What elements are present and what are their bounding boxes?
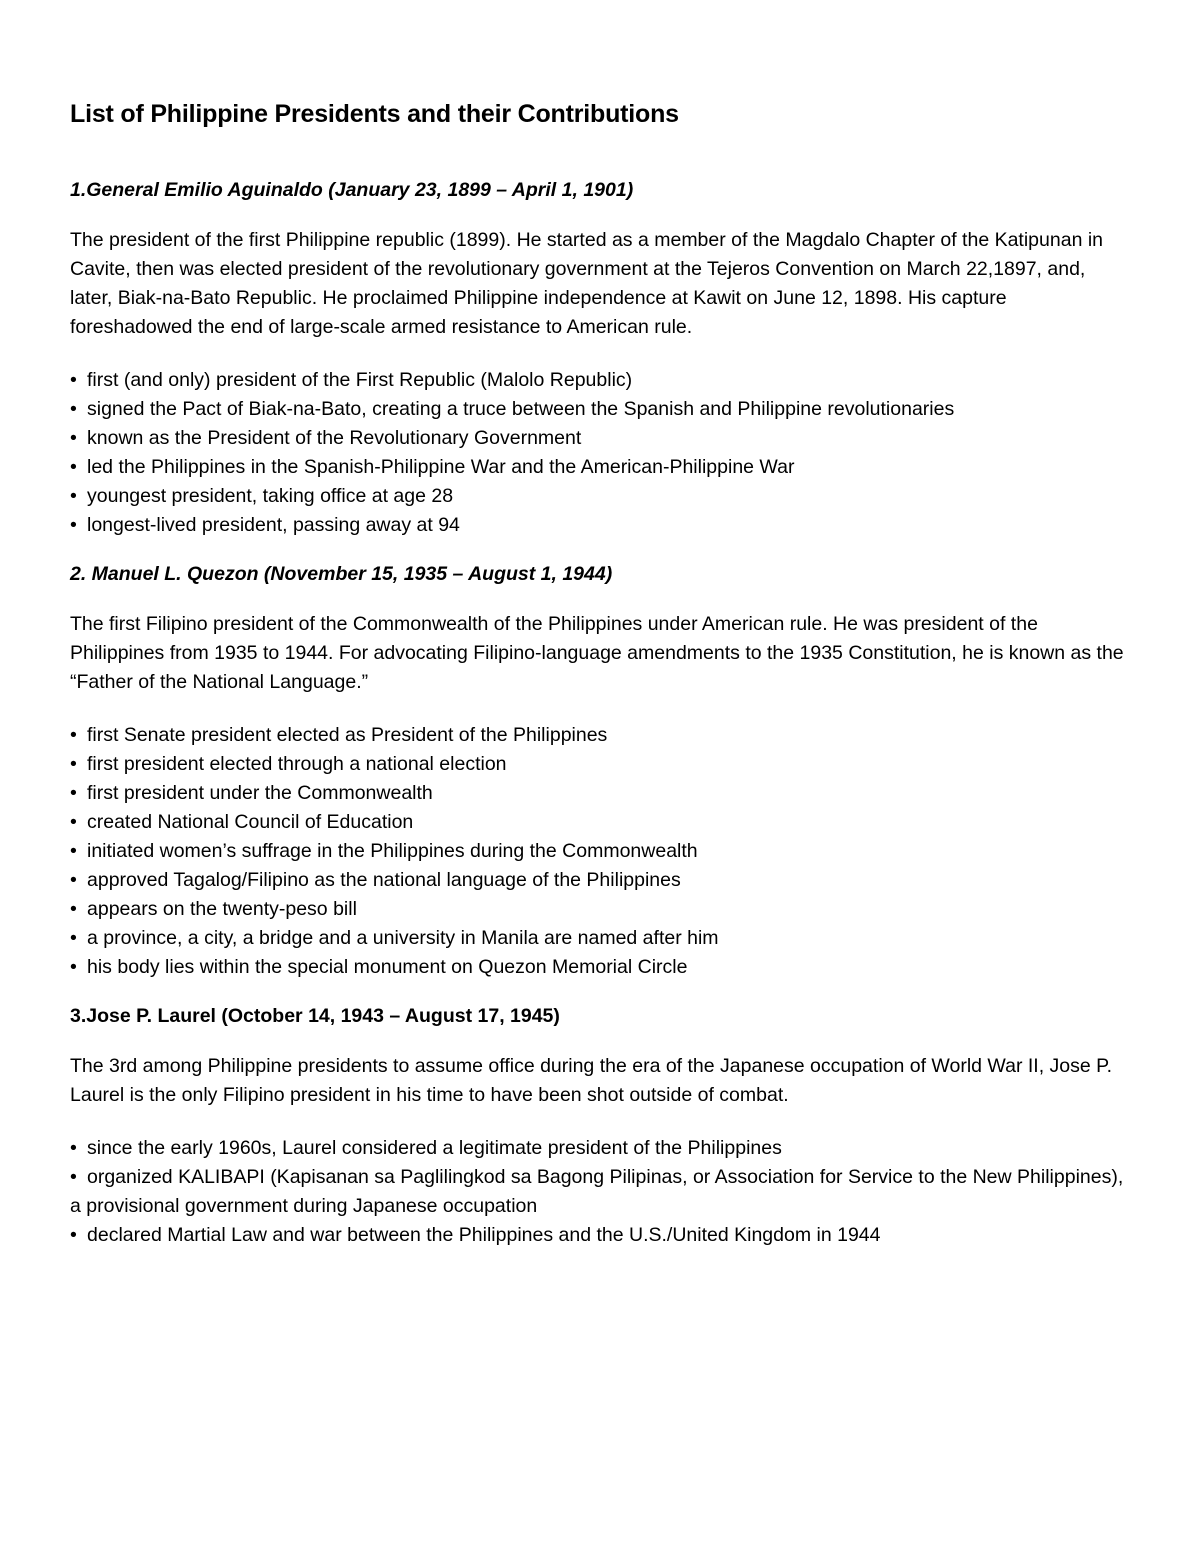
list-item [70,1163,1132,1221]
section-aguinaldo [70,176,1132,540]
section-laurel [70,1002,1132,1250]
bullet-icon: • [70,811,77,833]
list-item-text: first president elected through a national election [87,753,507,775]
list-item [70,453,1132,482]
list-item [70,895,1132,924]
bullet-icon: • [70,840,77,862]
section-paragraph: The 3rd among Philippine presidents to assume office during the era of the Japanese occupation of World War II, Jose P. Laurel is the only Filipino president in his time to have been shot outside of combat. [70,1055,1113,1106]
list-item [70,511,1132,540]
list-item-text: signed the Pact of Biak-na-Bato, creating a truce between the Spanish and Philippine revolutionaries [87,398,955,420]
bullet-icon: • [70,456,77,478]
list-item-text: known as the President of the Revolutionary Government [87,427,582,449]
bullet-icon: • [70,724,77,746]
bullet-icon: • [70,869,77,891]
section-quezon [70,560,1132,982]
document-title: List of Philippine Presidents and their Contributions [70,100,679,128]
section-heading: 1.General Emilio Aguinaldo (January 23, 1899 – April 1, 1901) [70,179,634,201]
list-item-text: a province, a city, a bridge and a university in Manila are named after him [87,927,719,949]
list-item-text: appears on the twenty-peso bill [87,898,357,920]
list-item [70,482,1132,511]
bullet-icon: • [70,782,77,804]
bullet-icon: • [70,427,77,449]
list-item [70,837,1132,866]
bullet-icon: • [70,1166,77,1188]
bullet-icon: • [70,927,77,949]
bullet-icon: • [70,369,77,391]
list-item-text: first Senate president elected as President of the Philippines [87,724,608,746]
list-item-text: his body lies within the special monument on Quezon Memorial Circle [87,956,688,978]
bullet-icon: • [70,1224,77,1246]
section-paragraph: The president of the first Philippine republic (1899). He started as a member of the Magdalo Chapter of the Katipunan in Cavite, then was elected president of the revolutionary government at the Tejeros Convention on March 22,1897, and, later, Biak-na-Bato Republic. He proclaimed Philippine independence at Kawit on June 12, 1898. His capture foreshadowed the end of large-scale armed resistance to American rule. [70,229,1104,338]
list-item [70,779,1132,808]
list-item [70,424,1132,453]
bullet-icon: • [70,753,77,775]
list-item-text: created National Council of Education [87,811,414,833]
list-item-text: organized KALIBAPI (Kapisanan sa Paglilingkod sa Bagong Pilipinas, or Association for Service to the New Philippines), a provisional government during Japanese occupation [70,1166,1124,1217]
list-item [70,924,1132,953]
list-item-text: longest-lived president, passing away at 94 [87,514,460,536]
bullet-list [70,1134,1132,1250]
list-item [70,750,1132,779]
section-heading: 2. Manuel L. Quezon (November 15, 1935 – August 1, 1944) [70,563,613,585]
list-item-text: led the Philippines in the Spanish-Philippine War and the American-Philippine War [87,456,795,478]
bullet-icon: • [70,898,77,920]
list-item-text: declared Martial Law and war between the Philippines and the U.S./United Kingdom in 1944 [87,1224,881,1246]
bullet-icon: • [70,1137,77,1159]
list-item-text: youngest president, taking office at age 28 [87,485,454,507]
bullet-icon: • [70,514,77,536]
bullet-icon: • [70,398,77,420]
bullet-icon: • [70,956,77,978]
section-paragraph: The first Filipino president of the Commonwealth of the Philippines under American rule. He was president of the Philippines from 1935 to 1944. For advocating Filipino-language amendments to the 1935 Constitution, he is known as the “Father of the National Language.” [70,613,1124,693]
list-item-text: initiated women’s suffrage in the Philippines during the Commonwealth [87,840,698,862]
list-item [70,366,1132,395]
list-item [70,953,1132,982]
list-item [70,721,1132,750]
list-item [70,1134,1132,1163]
list-item [70,1221,1132,1250]
list-item [70,808,1132,837]
bullet-list [70,366,1132,540]
list-item-text: approved Tagalog/Filipino as the national language of the Philippines [87,869,681,891]
list-item [70,395,1132,424]
list-item-text: first (and only) president of the First Republic (Malolo Republic) [87,369,633,391]
list-item-text: first president under the Commonwealth [87,782,433,804]
list-item-text: since the early 1960s, Laurel considered a legitimate president of the Philippines [87,1137,782,1159]
document-page [70,96,1132,1270]
section-heading: 3.Jose P. Laurel (October 14, 1943 – August 17, 1945) [70,1005,560,1027]
bullet-list [70,721,1132,982]
bullet-icon: • [70,485,77,507]
list-item [70,866,1132,895]
